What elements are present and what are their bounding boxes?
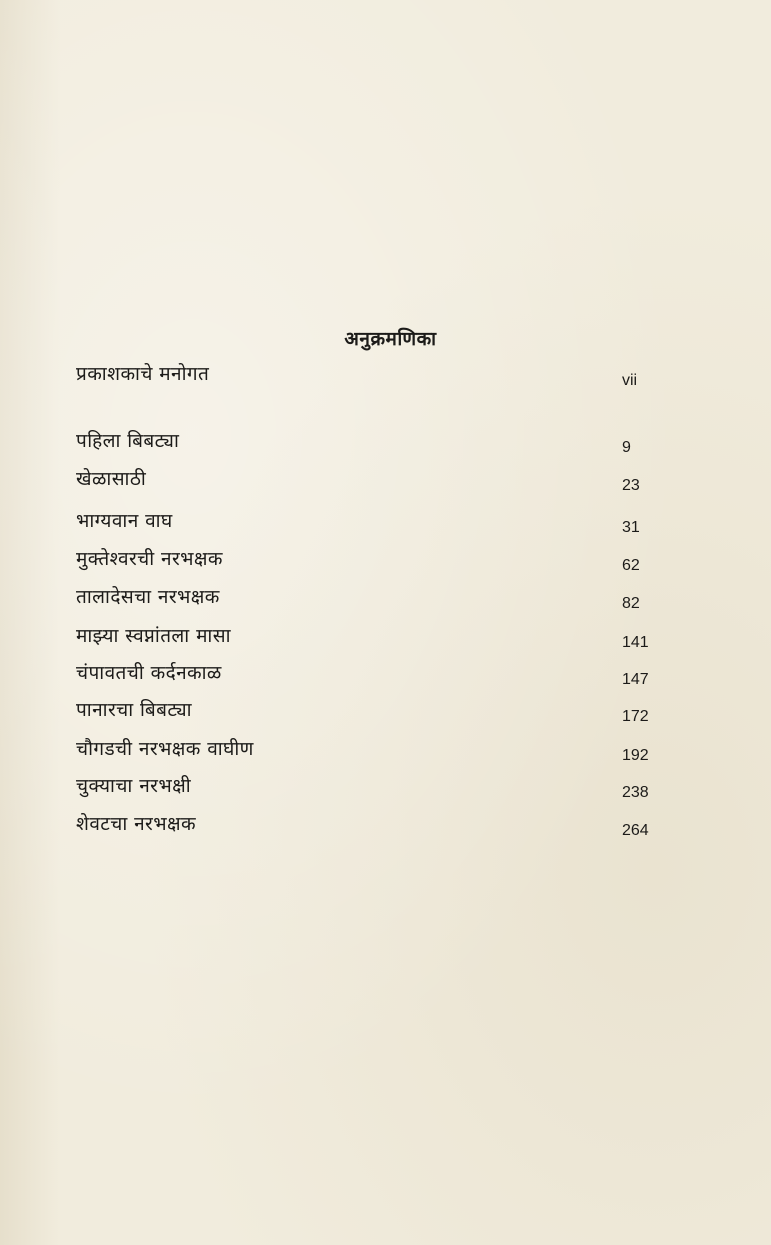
toc-entry-page: 192 (622, 747, 649, 764)
toc-entry-page: vii (622, 372, 638, 389)
toc-entry-title: भाग्यवान वाघ (76, 510, 173, 532)
toc-entry-title: प्रकाशकाचे मनोगत (76, 363, 210, 385)
toc-entry-page: 82 (622, 595, 640, 612)
toc-entry (76, 696, 649, 736)
toc-entry (76, 583, 646, 623)
toc-entry-title: खेळासाठी (76, 468, 147, 490)
toc-entry (76, 427, 646, 467)
toc-entry-page: 62 (622, 557, 640, 574)
toc-entry-title: चंपावतची कर्दनकाळ (76, 662, 222, 684)
toc-entry-title: मुक्तेश्वरची नरभक्षक (76, 548, 223, 570)
toc-entry-page: 147 (622, 671, 649, 688)
toc-entry (76, 360, 646, 400)
toc-entry-page: 141 (622, 634, 649, 651)
toc-entry-title: चुक्याचा नरभक्षी (76, 775, 192, 797)
toc-entry-title: चौगडची नरभक्षक वाघीण (76, 738, 254, 760)
toc-entry-page: 264 (622, 822, 649, 839)
toc-entry-page: 31 (622, 519, 640, 536)
toc-entry (76, 507, 646, 547)
toc-entry (76, 772, 649, 812)
toc-entry-title: तालादेसचा नरभक्षक (76, 586, 220, 608)
toc-entry (76, 622, 649, 662)
toc-heading (0, 325, 771, 351)
toc-entry-page: 9 (622, 439, 631, 456)
toc-entry (76, 465, 646, 505)
toc-entry-page: 238 (622, 784, 649, 801)
toc-entry-page: 23 (622, 477, 640, 494)
toc-heading-text: अनुक्रमणिका (344, 328, 437, 350)
toc-entry (76, 735, 649, 775)
toc-entry-title: पानारचा बिबट्या (76, 699, 193, 721)
toc-entry-title: पहिला बिबट्या (76, 430, 180, 452)
toc-entry-page: 172 (622, 708, 649, 725)
toc-entry (76, 810, 649, 850)
toc-entry-title: शेवटचा नरभक्षक (76, 813, 196, 835)
toc-entry (76, 659, 649, 699)
toc-entry-title: माझ्या स्वप्नांतला मासा (76, 625, 231, 647)
toc-entry (76, 545, 646, 585)
